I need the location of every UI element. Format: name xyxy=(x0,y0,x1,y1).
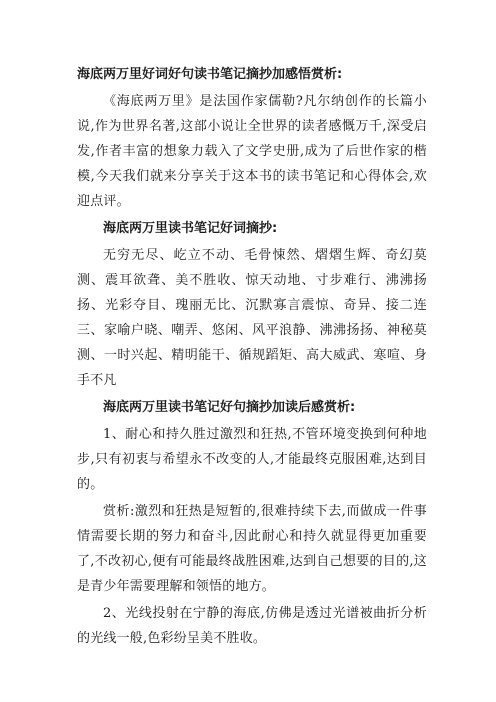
sentences-heading: 海底两万里读书笔记好句摘抄加读后感赏析: xyxy=(103,400,356,415)
comment-1-paragraph: 赏析:激烈和狂热是短暂的,很难持续下去,而做成一件事情需要长期的努力和奋斗,因此耐心和持久就显得更加重要了,不改初心,便有可能最终战胜困难,达到自己想要的目的,这是青少年需要理解和领悟的地方。 xyxy=(77,504,427,594)
sentence-2-paragraph: 2、光线投射在宁静的海底,仿佛是透过光谱被曲折分析的光线一般,色彩纷呈美不胜收。 xyxy=(77,606,427,646)
intro-paragraph: 《海底两万里》是法国作家儒勒?凡尔纳创作的长篇小说,作为世界名著,这部小说让全世界的读者感慨万千,深受启发,作者丰富的想象力载入了文学史册,成为了后世作家的楷模,今天我们就来分享关于这本书的读书笔记和心得体会,欢迎点评。 xyxy=(77,94,427,209)
words-heading: 海底两万里读书笔记好词摘抄: xyxy=(103,221,278,236)
document-page xyxy=(77,62,427,651)
document-title: 海底两万里好词好句读书笔记摘抄加感悟赏析: xyxy=(77,67,343,82)
words-paragraph: 无穷无尽、屹立不动、毛骨悚然、熠熠生辉、奇幻莫测、震耳欲聋、美不胜收、惊天动地、寸步难行、沸沸扬扬、光彩夺目、瑰丽无比、沉默寡言震惊、奇异、接二连三、家喻户晓、嘲弄、悠闲、风平浪静、沸沸扬扬、神秘莫测、一时兴起、精明能干、循规蹈矩、高大威武、寒喧、身手不凡 xyxy=(77,248,427,388)
sentence-1-paragraph: 1、耐心和持久胜过激烈和狂热,不管环境变换到何种地步,只有初衷与希望永不改变的人,才能最终克服困难,达到目的。 xyxy=(77,427,427,492)
